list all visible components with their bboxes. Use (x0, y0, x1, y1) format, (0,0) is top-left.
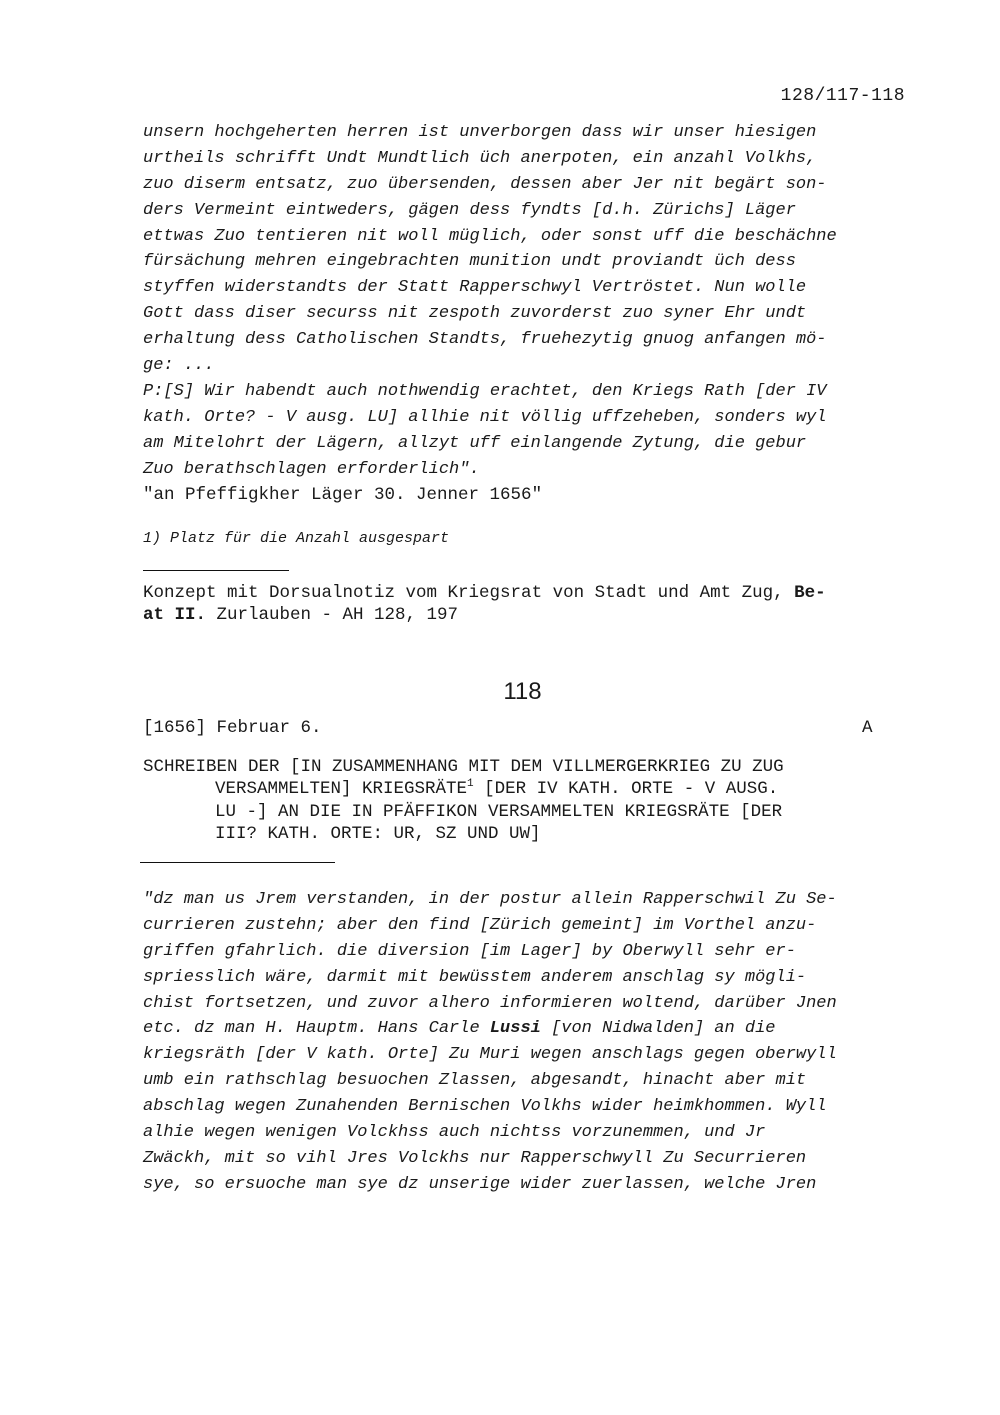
quote-line: griffen gfahrlich. die diversion [im Lager] by Oberwyll sehr er- (143, 941, 796, 961)
quote-line: fürsächung mehren eingebrachten munition undt proviandt üch dess (143, 252, 796, 272)
title-line: LU -] AN DIE IN PFÄFFIKON VERSAMMELTEN KRIEGSRÄTE [DER (215, 801, 783, 822)
quote-text: etc. dz man H. Hauptm. Hans Carle (143, 1019, 490, 1039)
quote-line: ders Vermeint eintweders, gägen dess fyndts [d.h. Zürichs] Läger (143, 200, 796, 220)
footnote-reference: 1 (467, 778, 474, 791)
quote-line: kath. Orte? - V ausg. LU] allhie nit völlig uffzeheben, sonders wyl (143, 407, 827, 427)
document-number: 118 (503, 678, 542, 705)
quote-line: kriegsräth [der V kath. Orte] Zu Muri wegen anschlags gegen oberwyll (143, 1045, 837, 1065)
quote-line: am Mitelohrt der Lägern, allzyt uff einlangende Zytung, die gebur (143, 433, 807, 453)
quote-line: ge: ... (143, 356, 215, 376)
title-text: VERSAMMELTEN] KRIEGSRÄTE (215, 779, 468, 800)
quote-line: Zuo berathschlagen erforderlich". (143, 459, 480, 479)
quote-line: zuo diserm entsatz, zuo übersenden, dessen aber Jer nit begärt son- (143, 174, 827, 194)
quote-text: [von Nidwalden] an die (540, 1019, 776, 1039)
footnote: 1) Platz für die Anzahl ausgespart (143, 530, 450, 547)
title-divider (140, 862, 335, 863)
source-author: Be- (794, 583, 826, 603)
document-marker: A (862, 718, 873, 738)
page-reference: 128/117-118 (780, 86, 905, 106)
title-line: SCHREIBEN DER [IN ZUSAMMENHANG MIT DEM VILLMERGERKRIEG ZU ZUG (143, 757, 784, 777)
quote-line: sye, so ersuoche man sye dz unserige wider zuerlassen, welche Jren (143, 1174, 817, 1194)
quote-line: spriesslich wäre, darmit mit bewüsstem anderem anschlag sy mögli- (143, 967, 807, 987)
title-text: [DER IV KATH. ORTE - V AUSG. (473, 779, 779, 800)
quote-line: unsern hochgeherten herren ist unverborgen dass wir unser hiesigen (143, 123, 817, 142)
quote-line: styffen widerstandts der Statt Rapperschwyl Vertröstet. Nun wolle (143, 278, 807, 298)
quote-line: abschlag wegen Zunahenden Bernischen Volkhs wider heimkhommen. Wyll (143, 1097, 827, 1117)
quote-line: "dz man us Jrem verstanden, in der postur allein Rapperschwil Zu Se- (143, 890, 837, 909)
quote-line: umb ein rathschlag besuochen Zlassen, abgesandt, hinacht aber mit (143, 1071, 807, 1091)
source-line (143, 604, 826, 626)
source-text: Konzept mit Dorsualnotiz vom Kriegsrat von Stadt und Amt Zug, (143, 583, 795, 603)
quote-line: currieren zustehn; aber den find [Zürich gemeint] im Vorthel anzu- (143, 915, 817, 935)
quote-line: ettwas Zuo tentieren nit woll müglich, oder sonst uff die beschächne (143, 226, 837, 246)
quote-line: Zwäckh, mit so vihl Jres Volckhs nur Rapperschwyll Zu Securrieren (143, 1148, 807, 1168)
document-title (143, 756, 784, 845)
quote-line (143, 1016, 903, 1042)
lower-quote (143, 887, 903, 1198)
quote-line: alhie wegen wenigen Volckhss auch nichtss vorzunemmen, und Jr (143, 1123, 766, 1143)
quote-line: erhaltung dess Catholischen Standts, fruehezytig gnuog anfangen mö- (143, 330, 827, 350)
quote-line: P:[S] Wir habendt auch nothwendig erachtet, den Kriegs Rath [der IV (143, 381, 827, 401)
quote-line: Gott dass diser securss nit zespoth zuvorderst zuo syner Ehr undt (143, 304, 807, 324)
quote-line: chist fortsetzen, und zuvor alhero informieren woltend, darüber Jnen (143, 993, 837, 1013)
source-text: Zurlauben - AH 128, 197 (206, 605, 459, 625)
title-line: III? KATH. ORTE: UR, SZ UND UW] (215, 823, 541, 844)
source-line (143, 582, 826, 604)
footnote-divider (143, 570, 289, 571)
person-name: Lussi (489, 1019, 541, 1039)
source-author: at II. (143, 605, 207, 625)
quote-line: urtheils schrifft Undt Mundtlich üch anerpoten, ein anzahl Volkhs, (143, 148, 817, 168)
upper-quote (143, 120, 903, 482)
source-note (143, 582, 826, 626)
quote-closing: "an Pfeffigkher Läger 30. Jenner 1656" (143, 485, 543, 505)
title-line (143, 778, 784, 800)
document-date: [1656] Februar 6. (143, 718, 322, 738)
